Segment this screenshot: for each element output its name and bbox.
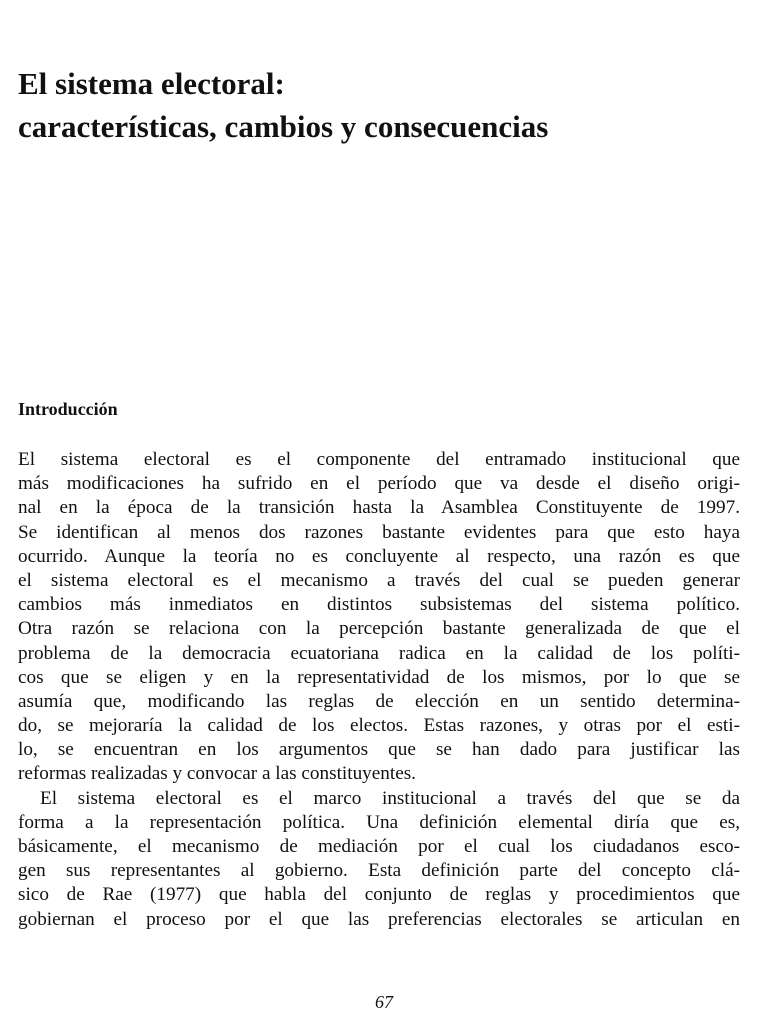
chapter-title-line: características, cambios y consecuencias [18, 109, 549, 144]
text-line: gobiernan el proceso por el que las preferencias electorales se articulan en [18, 908, 740, 930]
chapter-title-line: El sistema electoral: [18, 66, 285, 101]
text-line: asumía que, modificando las reglas de elección en un sentido determina- [18, 690, 740, 712]
text-line: nal en la época de la transición hasta la Asamblea Constituyente de 1997. [18, 497, 740, 519]
text-line: más modificaciones ha sufrido en el período que va desde el diseño origi- [18, 473, 740, 495]
text-line: El sistema electoral es el marco institucional a través del que se da [40, 787, 740, 809]
text-line: el sistema electoral es el mecanismo a través del cual se pueden generar [18, 569, 740, 591]
text-line: lo, se encuentran en los argumentos que se han dado para justificar las [18, 739, 740, 761]
chapter-title [18, 62, 758, 148]
text-line: cambios más inmediatos en distintos subsistemas del sistema político. [18, 594, 740, 616]
text-line: forma a la representación política. Una definición elemental diría que es, [18, 811, 740, 833]
text-line: Se identifican al menos dos razones bastante evidentes para que esto haya [18, 521, 740, 543]
page-number: 67 [375, 992, 393, 1012]
text-line: básicamente, el mecanismo de mediación por el cual los ciudadanos esco- [18, 836, 740, 857]
text-line: ocurrido. Aunque la teoría no es concluyente al respecto, una razón es que [18, 545, 740, 567]
paragraph-2 [18, 787, 740, 932]
text-line: sico de Rae (1977) que habla del conjunto de reglas y procedimientos que [18, 884, 740, 906]
text-line: reformas realizadas y convocar a las constituyentes. [18, 763, 416, 785]
text-line: cos que se eligen y en la representatividad de los mismos, por lo que se [18, 666, 740, 688]
text-line: Otra razón se relaciona con la percepción bastante generalizada de que el [18, 618, 740, 640]
text-line: problema de la democracia ecuatoriana radica en la calidad de los políti- [18, 642, 740, 664]
section-heading: Introducción [18, 399, 118, 419]
paragraph-1 [18, 448, 740, 787]
body-text [18, 448, 740, 932]
text-line: gen sus representantes al gobierno. Esta definición parte del concepto clá- [18, 860, 740, 882]
text-line: do, se mejoraría la calidad de los electos. Estas razones, y otras por el esti- [18, 715, 740, 737]
text-line: El sistema electoral es el componente del entramado institucional que [18, 449, 740, 470]
